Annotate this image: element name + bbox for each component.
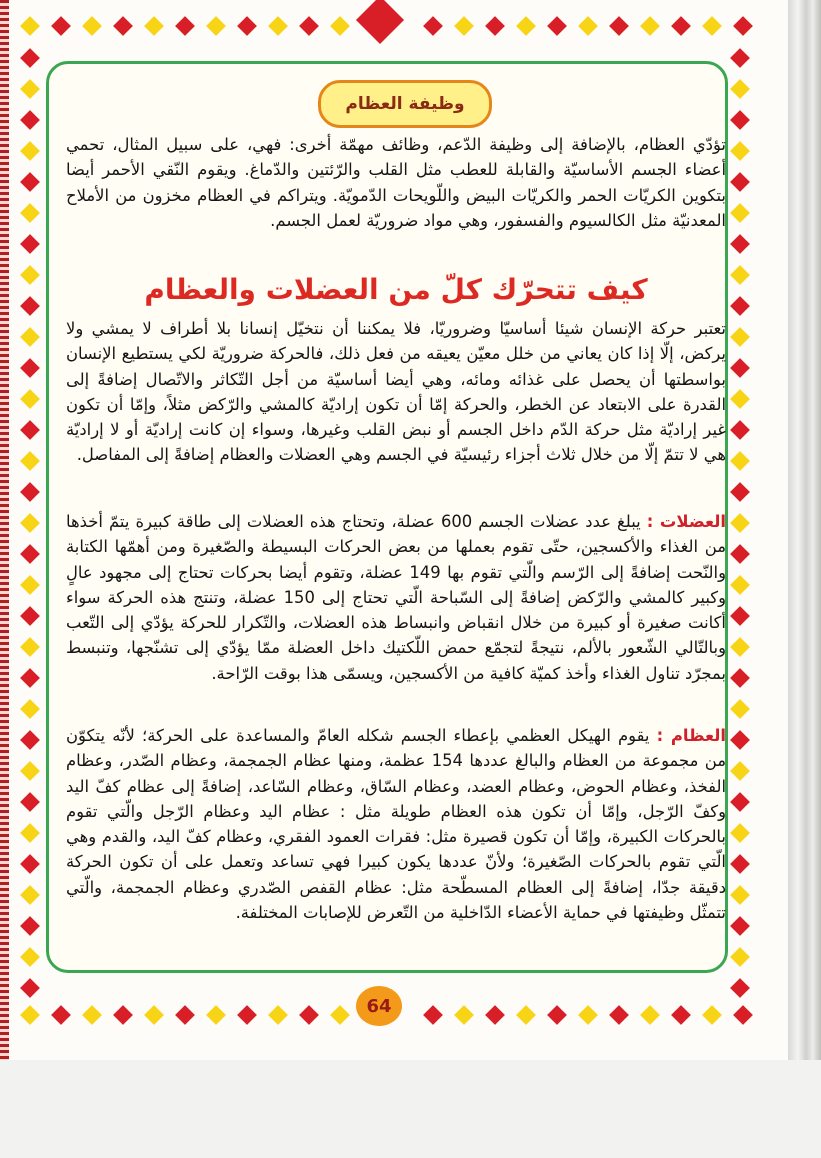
page-number: 64	[366, 995, 392, 1017]
movement-paragraph: تعتبر حركة الإنسان شيئا أساسيّا وضروريّا، فلا يمكننا أن نتخيّل إنسانا بلا أطراف لا يمشي ولا يركض، إلّا إذا كان يعاني من خلل معيّن يعيقه من فعل ذلك، فالحركة ضروريّة لكي يستطيع الإنسان بواسطتها أن يحصل على غذائه ومائه، وهي أيضا أساسيّة من أجل التّكاثر والاتّصال إضافةً إلى القدرة على الابتعاد عن الخطر، والحركة إمّا أن تكون إراديّة كالمشي والرّكض مثلاً، وإمّا أن تكون غير إراديّة مثل حركة الدّم داخل الجسم أو نبض القلب وغيرها، وسواء إن كانت إراديّة أو لا إراديّة هي لا تتمّ إلّا من خلال ثلاث أجزاء رئيسيّة في الجسم وهي العضلات والعظام إضافةً إلى المفاصل.	[66, 319, 726, 465]
spiral-binding	[0, 0, 9, 1060]
bones-paragraph	[66, 723, 726, 925]
muscles-label: العضلات :	[646, 512, 726, 531]
box-title: وظيفة العظام	[345, 94, 465, 114]
muscles-paragraph	[66, 509, 726, 686]
muscles-text: يبلغ عدد عضلات الجسم 600 عضلة، وتحتاج هذه العضلات إلى طاقة كبيرة يتمّ أخذها من الغذاء والأكسجين، حتّى تقوم بعملها من بعض الحركات البسيطة والصّغيرة ومن أهمّها الكتابة والنّحت إضافةً إلى الرّسم والّتي تقوم بها 149 عضلة، وتقوم أيضا بحركات تحتاج إلى مجهود عالٍ وكبير كالمشي والرّكض إضافةً إلى السّباحة الّتي تحتاج إلى 150 عضلة، وتنتج هذه الحركة سواء أكانت صغيرة أو كبيرة من خلال انقباض وانبساط هذه العضلات، والتّكرار للحركة يؤدّي إلى التّعب وبالتّالي الشّعور بالألم، نتيجةً لتجمّع حمض اللّكتيك داخل العضلة ممّا يؤدّي إلى تشنّجها، وتنبسط بمجرّد تناول الغذاء وأخذ كميّة كافية من الأكسجين، ويسمّى هذا بوقت الرّاحة.	[66, 512, 726, 683]
section-heading: كيف تتحرّك كلّ من العضلات والعظام	[144, 273, 648, 306]
intro-paragraph: تؤدّي العظام، بالإضافة إلى وظيفة الدّعم، وظائف مهمّة أخرى: فهي، على سبيل المثال، تحمي أعضاء الجسم الأساسيّة والقابلة للعطب مثل القلب والرّئتين والدّماغ. ويقوم النّقي الأحمر أيضا بتكوين الكريّات الحمر والكريّات البيض واللّويحات الدّمويّة. ويتراكم في العظام مخزون من الأملاح المعدنيّة مثل الكالسيوم والفسفور، وهي مواد ضروريّة لعمل الجسم.	[66, 135, 726, 230]
bones-label: العظام :	[656, 726, 726, 745]
box-title-badge	[318, 80, 492, 128]
page-number-badge	[356, 986, 402, 1026]
bones-text: يقوم الهيكل العظمي بإعطاء الجسم شكله العامّ والمساعدة على الحركة؛ لأنّه يتكوّن من مجموعة من العظام والبالغ عددها 154 عظمة، ومنها عظام الجمجمة، وعظام الصّدر، وعظام الفخذ، وعظام الحوض، وعظام العضد، وعظام السّاق، وعظام السّاعد، إضافةً إلى عظام كفّ اليد وكفّ الرّجل، وإمّا أن تكون هذه العظام طويلة مثل : عظام اليد وعظام الرّجل والّتي تقوم بالحركات الكبيرة، وإمّا أن تكون قصيرة مثل: فقرات العمود الفقري، وعظام كفّ اليد، والقدم وهي الّتي تقوم بالحركات الصّغيرة؛ ولأنّ عددها يكون كبيرا فهي تساعد وتعمل على أن تكون الحركة دقيقة جدّا، إضافةً إلى العظام المسطّحة مثل: عظام القفص الصّدري وعظام الجمجمة، والّتي تتمثّل وظيفتها في حماية الأعضاء الدّاخلية من التّعرض للإصابات المختلفة.	[66, 726, 726, 923]
page-edge-shadow	[788, 0, 821, 1060]
